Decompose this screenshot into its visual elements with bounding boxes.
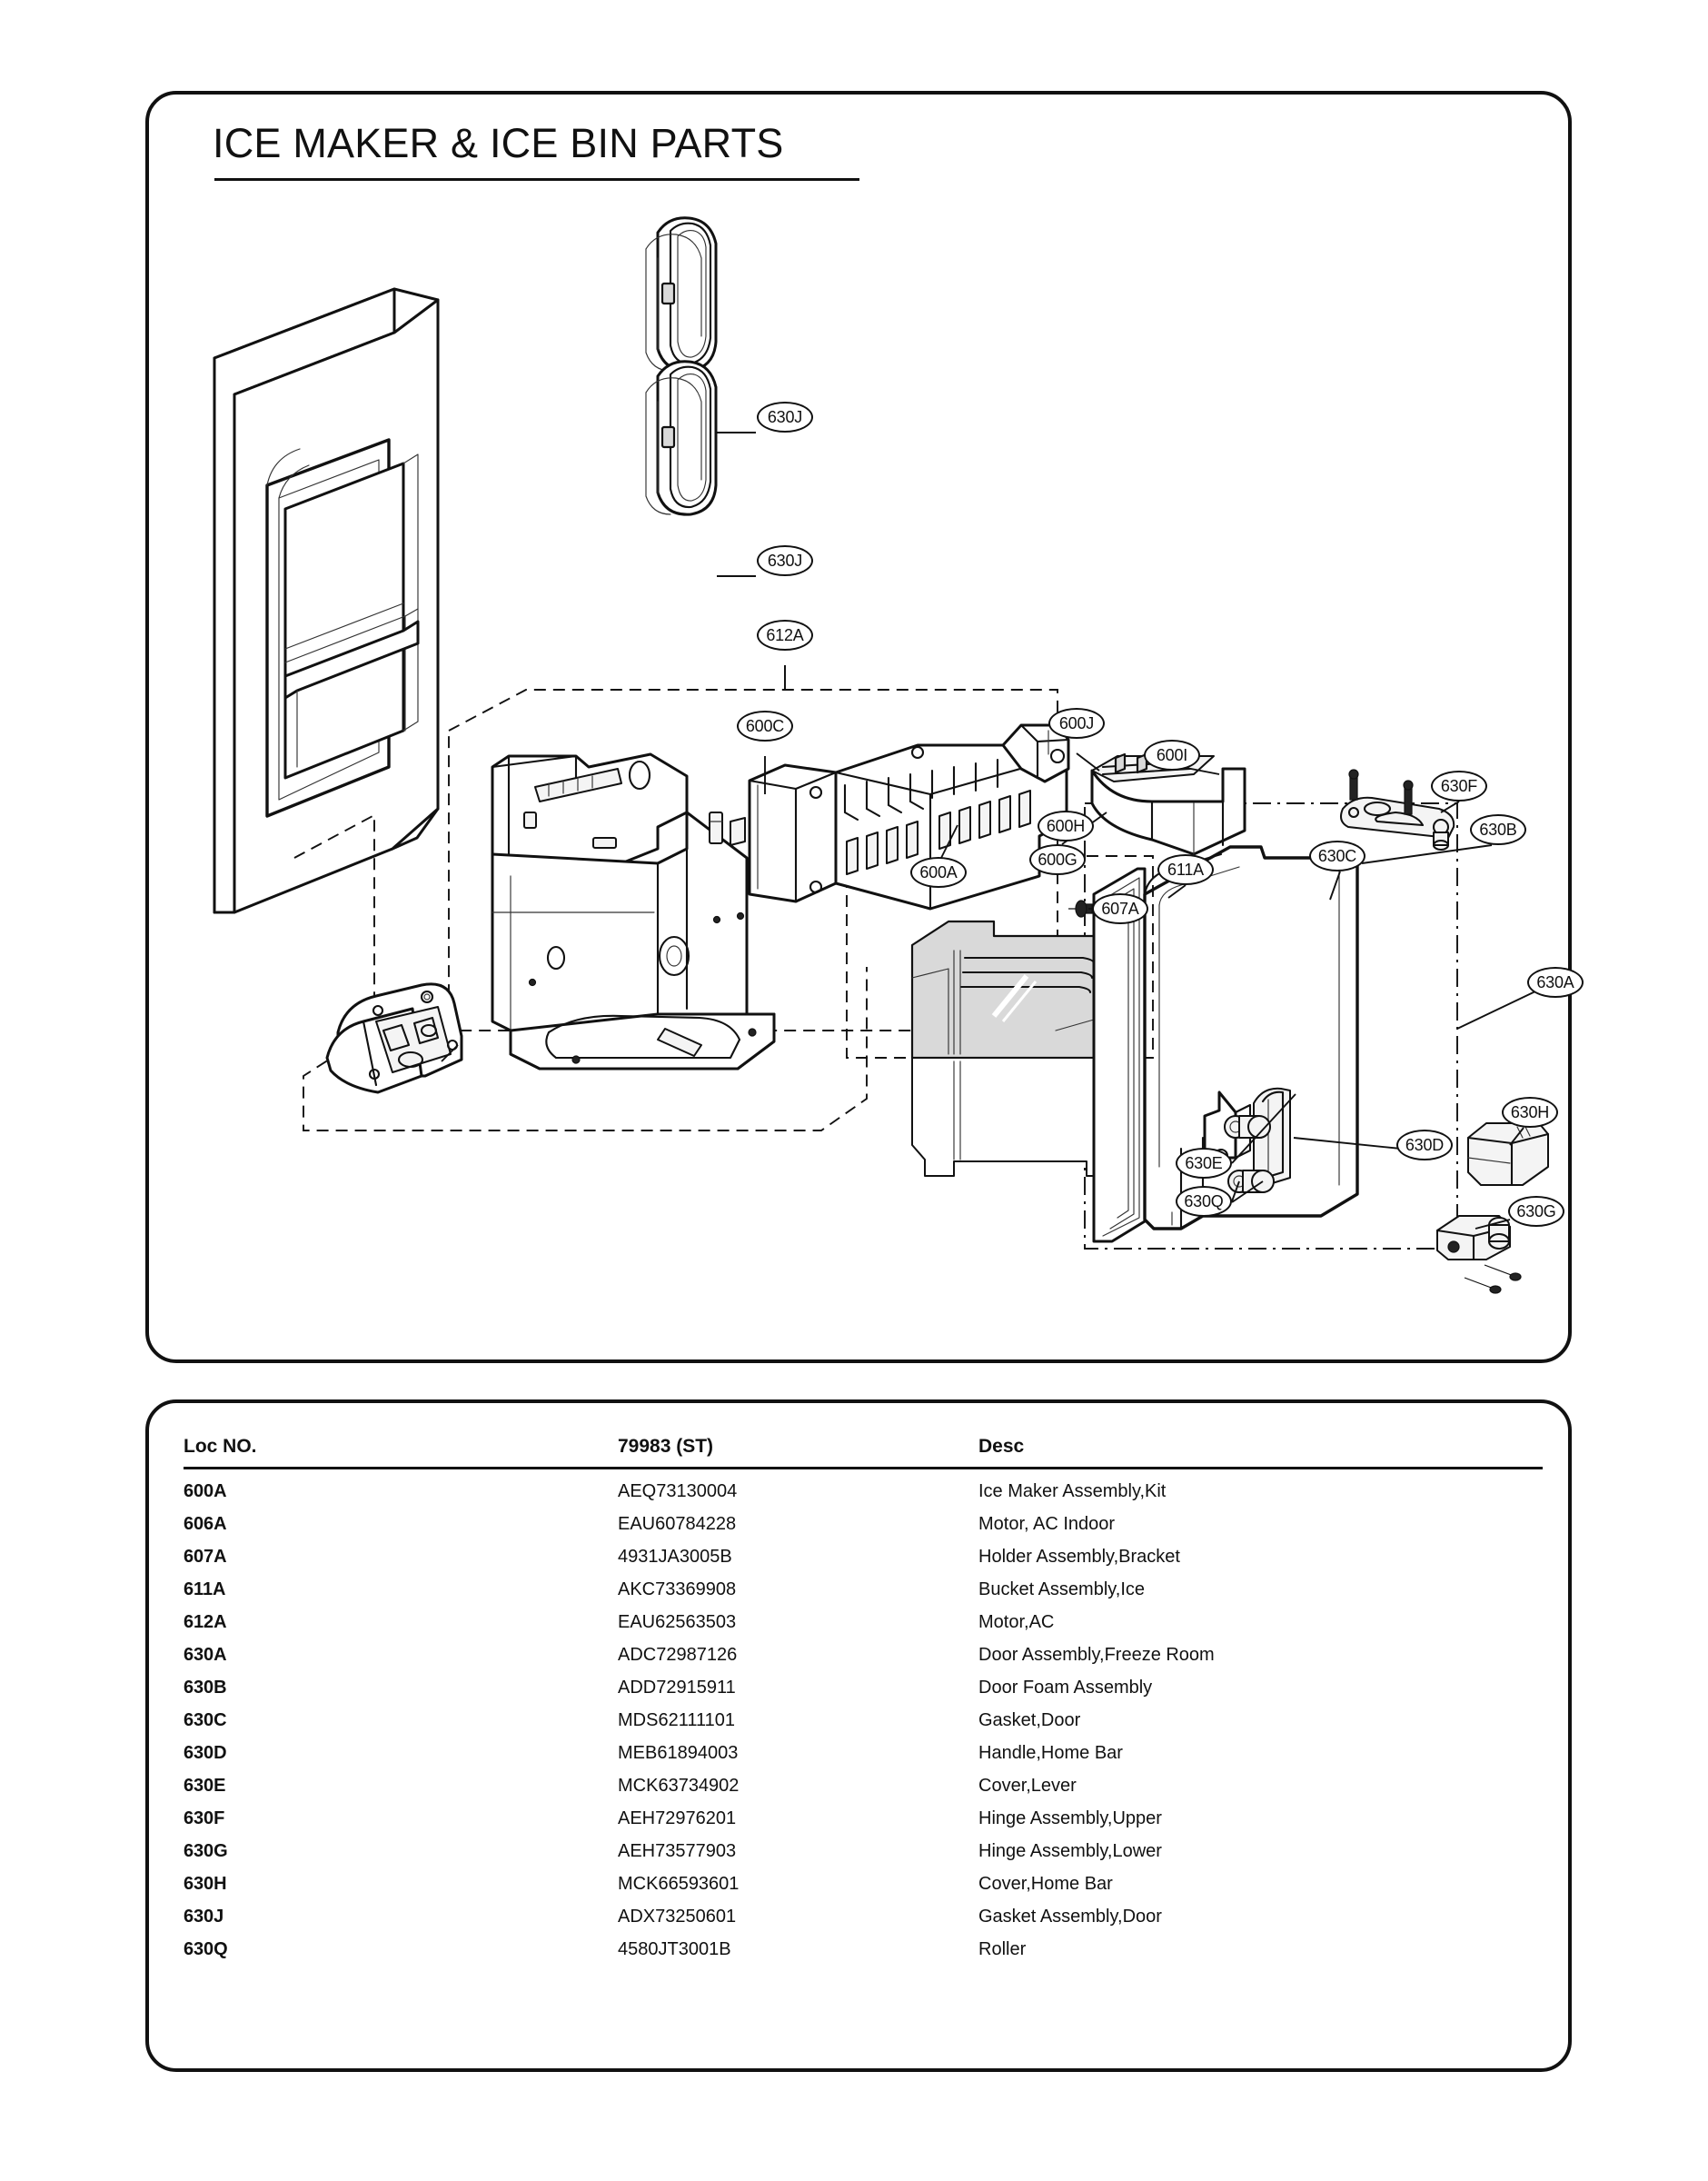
callout-630h[interactable]: 630H — [1502, 1097, 1558, 1128]
cell-description: Holder Assembly,Bracket — [978, 1547, 1180, 1567]
callout-630e[interactable]: 630E — [1176, 1148, 1232, 1179]
callout-630d[interactable]: 630D — [1396, 1130, 1453, 1160]
table-row[interactable] — [184, 1672, 1543, 1705]
cell-description: Door Foam Assembly — [978, 1678, 1153, 1698]
cell-loc: 600A — [184, 1481, 227, 1501]
cell-part-number: ADX73250601 — [618, 1907, 737, 1927]
callout-630c[interactable]: 630C — [1309, 841, 1365, 871]
ice-maker-case-part — [492, 754, 774, 1069]
cell-part-number: EAU60784228 — [618, 1514, 737, 1534]
table-row[interactable] — [184, 1738, 1543, 1770]
cell-loc: 630G — [184, 1841, 228, 1861]
cell-loc: 630E — [184, 1776, 226, 1796]
cell-part-number: EAU62563503 — [618, 1612, 737, 1632]
cell-loc: 607A — [184, 1547, 227, 1567]
parts-table-panel — [145, 1399, 1572, 2072]
cell-description: Hinge Assembly,Lower — [978, 1841, 1162, 1861]
exploded-view-drawing — [149, 95, 1575, 1367]
table-row[interactable] — [184, 1803, 1543, 1836]
cell-description: Gasket,Door — [978, 1710, 1081, 1730]
cell-description: Cover,Lever — [978, 1776, 1077, 1796]
callout-630q[interactable]: 630Q — [1176, 1186, 1232, 1217]
cell-loc: 630Q — [184, 1939, 228, 1959]
cell-loc: 630A — [184, 1645, 227, 1665]
callout-630j[interactable]: 630J — [757, 545, 813, 576]
callout-600h[interactable]: 600H — [1038, 811, 1094, 842]
table-row[interactable] — [184, 1836, 1543, 1868]
table-row[interactable] — [184, 1934, 1543, 1967]
cell-part-number: ADC72987126 — [618, 1645, 738, 1665]
cell-loc: 606A — [184, 1514, 227, 1534]
cell-description: Motor,AC — [978, 1612, 1055, 1632]
cell-loc: 630B — [184, 1678, 227, 1698]
column-header-desc: Desc — [978, 1436, 1025, 1457]
callout-600g[interactable]: 600G — [1029, 844, 1086, 875]
table-row[interactable] — [184, 1509, 1543, 1541]
cell-loc: 630D — [184, 1743, 227, 1763]
cell-description: Hinge Assembly,Upper — [978, 1808, 1162, 1828]
cell-loc: 630H — [184, 1874, 227, 1894]
column-header-part: 79983 (ST) — [618, 1436, 714, 1457]
callout-611a[interactable]: 611A — [1157, 854, 1214, 885]
cell-description: Roller — [978, 1939, 1027, 1959]
parts-table-header — [184, 1429, 1543, 1467]
cell-description: Handle,Home Bar — [978, 1743, 1123, 1763]
callout-630j[interactable]: 630J — [757, 402, 813, 433]
cell-loc: 630J — [184, 1907, 224, 1927]
table-row[interactable] — [184, 1639, 1543, 1672]
cell-part-number: AEQ73130004 — [618, 1481, 738, 1501]
door-liner-part — [214, 289, 438, 912]
callout-607a[interactable]: 607A — [1092, 893, 1148, 924]
cell-part-number: 4931JA3005B — [618, 1547, 732, 1567]
cell-part-number: MCK66593601 — [618, 1874, 740, 1894]
cell-description: Motor, AC Indoor — [978, 1514, 1116, 1534]
table-row[interactable] — [184, 1541, 1543, 1574]
cell-description: Bucket Assembly,Ice — [978, 1579, 1146, 1599]
home-bar-cover-part — [1468, 1123, 1548, 1185]
diagram-panel — [145, 91, 1572, 1363]
column-header-loc: Loc NO. — [184, 1436, 257, 1457]
cell-part-number: 4580JT3001B — [618, 1939, 731, 1959]
header-divider — [184, 1467, 1543, 1469]
callout-630f[interactable]: 630F — [1431, 771, 1487, 802]
cell-part-number: MCK63734902 — [618, 1776, 740, 1796]
table-row[interactable] — [184, 1868, 1543, 1901]
cell-loc: 630C — [184, 1710, 227, 1730]
cell-part-number: ADD72915911 — [618, 1678, 736, 1698]
cell-description: Cover,Home Bar — [978, 1874, 1113, 1894]
callout-600c[interactable]: 600C — [737, 711, 793, 742]
door-gasket-upper-part — [646, 218, 716, 371]
page-title: ICE MAKER & ICE BIN PARTS — [213, 120, 784, 166]
cell-part-number: MDS62111101 — [618, 1710, 735, 1730]
table-row[interactable] — [184, 1607, 1543, 1639]
table-row[interactable] — [184, 1770, 1543, 1803]
callout-630g[interactable]: 630G — [1508, 1196, 1564, 1227]
ice-maker-assembly-part — [750, 725, 1068, 909]
cell-description: Door Assembly,Freeze Room — [978, 1645, 1215, 1665]
cell-loc: 611A — [184, 1579, 226, 1599]
cell-loc: 612A — [184, 1612, 227, 1632]
table-row[interactable] — [184, 1705, 1543, 1738]
callout-600a[interactable]: 600A — [910, 857, 967, 888]
cell-part-number: MEB61894003 — [618, 1743, 739, 1763]
cell-description: Gasket Assembly,Door — [978, 1907, 1162, 1927]
callout-600i[interactable]: 600I — [1144, 740, 1200, 771]
callout-630b[interactable]: 630B — [1470, 814, 1526, 845]
table-row[interactable] — [184, 1574, 1543, 1607]
callout-612a[interactable]: 612A — [757, 620, 813, 651]
table-row[interactable] — [184, 1901, 1543, 1934]
callout-600j[interactable]: 600J — [1048, 708, 1105, 739]
cell-part-number: AEH73577903 — [618, 1841, 737, 1861]
ac-motor-part — [327, 984, 462, 1092]
cell-part-number: AEH72976201 — [618, 1808, 737, 1828]
cell-description: Ice Maker Assembly,Kit — [978, 1481, 1167, 1501]
table-row[interactable] — [184, 1476, 1543, 1509]
cell-loc: 630F — [184, 1808, 225, 1828]
parts-table-body — [184, 1476, 1543, 1967]
cell-part-number: AKC73369908 — [618, 1579, 737, 1599]
door-gasket-lower-part — [646, 362, 716, 514]
parts-table — [184, 1429, 1543, 1959]
callout-630a[interactable]: 630A — [1527, 967, 1584, 998]
